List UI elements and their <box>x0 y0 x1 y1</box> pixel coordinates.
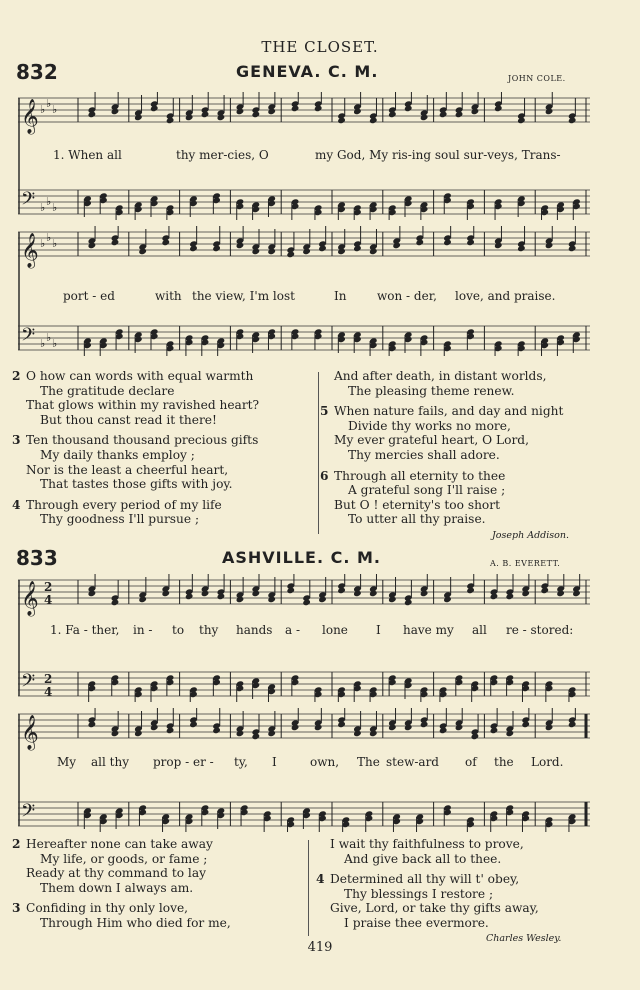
note-head <box>455 111 464 118</box>
lyric-syllable: I <box>272 755 277 769</box>
flat-icon: ♭ <box>46 231 52 244</box>
lyric-syllable: of <box>465 755 477 769</box>
lyric-syllable: re - stored: <box>506 623 574 637</box>
note-head <box>88 111 97 118</box>
note-head <box>353 108 362 115</box>
verse-2: 2 Hereafter none can take away My life, or goods, or fame ; Ready at thy command to lay Them down I always am. <box>12 837 213 895</box>
note-head <box>189 721 198 728</box>
verse-column-left <box>12 369 259 527</box>
treble-clef-icon: 𝄞 <box>21 99 39 134</box>
note-head <box>369 248 378 255</box>
author-attribution: Joseph Addison. <box>492 530 570 541</box>
verse-5: 5 When nature fails, and day and night Divide thy works no more, My ever grateful heart, O Lord, Thy mercies shall adore. <box>320 404 564 462</box>
verse-column-left <box>12 837 231 931</box>
note-head <box>388 111 397 118</box>
composer: A. B. EVERETT. <box>490 559 561 568</box>
note-head <box>353 245 362 252</box>
note-head <box>185 114 194 121</box>
lyric-syllable: The <box>357 755 380 769</box>
note-head <box>337 117 346 124</box>
note-head <box>353 730 362 737</box>
note-head <box>490 593 499 600</box>
note-head <box>161 590 170 597</box>
lyric-syllable: with <box>155 289 182 303</box>
note-head <box>455 724 464 731</box>
lyric-syllable: own, <box>310 755 340 769</box>
note-head <box>568 245 577 252</box>
staff-notation <box>18 708 590 832</box>
lyric-syllable: 1. Fa - ther, <box>50 623 120 637</box>
verse-3-cont: I wait thy faithfulness to prove, And give back all to thee. <box>330 837 524 866</box>
note-head <box>212 245 221 252</box>
verse-column-right <box>316 837 539 931</box>
note-head <box>291 105 300 112</box>
note-head <box>420 114 429 121</box>
lyric-syllable: 1. When all <box>53 148 122 162</box>
time-signature: 2 <box>44 672 53 686</box>
flat-icon: ♭ <box>52 237 58 250</box>
note-head <box>236 596 245 603</box>
note-head <box>420 590 429 597</box>
note-head <box>545 724 554 731</box>
note-head <box>568 117 577 124</box>
note-head <box>415 239 424 246</box>
note-head <box>314 105 323 112</box>
note-head <box>185 593 194 600</box>
flat-icon: ♭ <box>46 195 52 208</box>
note-head <box>369 590 378 597</box>
note-head <box>314 724 323 731</box>
note-head <box>217 593 226 600</box>
note-head <box>494 242 503 249</box>
note-head <box>236 730 245 737</box>
treble-clef-icon: 𝄞 <box>21 233 39 268</box>
flat-icon: ♭ <box>46 331 52 344</box>
note-head <box>166 117 175 124</box>
flat-icon: ♭ <box>52 337 58 350</box>
lyric-syllable: love, and praise. <box>455 289 556 303</box>
lyric-syllable: prop - er - <box>153 755 214 769</box>
note-head <box>337 587 346 594</box>
note-head <box>166 727 175 734</box>
note-head <box>111 730 120 737</box>
note-head <box>494 105 503 112</box>
note-head <box>443 239 452 246</box>
bass-clef-icon: 𝄢 <box>21 671 36 696</box>
note-head <box>212 727 221 734</box>
note-head <box>439 111 448 118</box>
music-system <box>18 574 590 702</box>
note-head <box>134 730 143 737</box>
note-head <box>545 108 554 115</box>
note-head <box>252 111 261 118</box>
verse-4: 4 Determined all thy will t' obey, Thy blessings I restore ; Give, Lord, or take thy gifts away, I praise thee evermore. <box>316 872 539 930</box>
note-head <box>556 590 565 597</box>
note-head <box>443 596 452 603</box>
note-head <box>369 117 378 124</box>
note-head <box>572 590 581 597</box>
note-head <box>252 733 261 740</box>
author-attribution: Charles Wesley. <box>486 933 562 944</box>
note-head <box>236 108 245 115</box>
note-head <box>318 245 327 252</box>
lyric-syllable: I <box>376 623 381 637</box>
note-head <box>138 596 147 603</box>
treble-clef-icon: 𝄞 <box>21 715 39 750</box>
note-head <box>138 248 147 255</box>
note-head <box>490 727 499 734</box>
note-head <box>517 117 526 124</box>
note-head <box>252 248 261 255</box>
note-head <box>189 245 198 252</box>
lyric-syllable: all <box>472 623 487 637</box>
flat-icon: ♭ <box>52 103 58 116</box>
flat-icon: ♭ <box>40 201 46 214</box>
treble-clef-icon: 𝄞 <box>21 581 39 616</box>
note-head <box>267 596 276 603</box>
note-head <box>217 114 226 121</box>
note-head <box>201 590 210 597</box>
lyric-syllable: My <box>57 755 77 769</box>
hymn-number: 832 <box>16 60 58 84</box>
note-head <box>111 599 120 606</box>
flat-icon: ♭ <box>52 201 58 214</box>
lyric-syllable: in - <box>133 623 153 637</box>
composer: JOHN COLE. <box>508 74 566 83</box>
flat-icon: ♭ <box>40 103 46 116</box>
column-divider <box>318 372 319 534</box>
note-head <box>337 248 346 255</box>
note-head <box>506 730 515 737</box>
note-head <box>302 599 311 606</box>
flat-icon: ♭ <box>40 337 46 350</box>
note-head <box>111 108 120 115</box>
note-head <box>521 590 530 597</box>
note-head <box>404 599 413 606</box>
page-number: 419 <box>307 940 333 955</box>
note-head <box>506 593 515 600</box>
bass-clef-icon: 𝄢 <box>21 325 36 350</box>
note-head <box>267 248 276 255</box>
note-head <box>134 114 143 121</box>
note-head <box>517 245 526 252</box>
lyric-syllable: hands <box>236 623 273 637</box>
note-head <box>392 242 401 249</box>
verse-3: 3 Confiding in thy only love, Through Him who died for me, <box>12 901 231 930</box>
lyric-syllable: the <box>494 755 514 769</box>
note-head <box>267 108 276 115</box>
note-head <box>88 242 97 249</box>
lyric-syllable: the view, I'm lost <box>192 289 295 303</box>
note-head <box>252 590 261 597</box>
lyric-syllable: thy <box>199 623 219 637</box>
verse-2: 2 O how can words with equal warmth The gratitude declare That glows within my ravished heart? But thou canst read it there! <box>12 369 260 427</box>
verse-4-cont: And after death, in distant worlds, The pleasing theme renew. <box>334 369 547 398</box>
note-head <box>540 587 549 594</box>
hymn-number: 833 <box>16 546 58 570</box>
note-head <box>267 730 276 737</box>
tune-title: GENEVA. C. M. <box>236 62 379 81</box>
note-head <box>471 733 480 740</box>
note-head <box>286 587 295 594</box>
note-head <box>88 721 97 728</box>
lyric-syllable: all thy <box>91 755 129 769</box>
time-signature: 4 <box>44 593 53 607</box>
note-head <box>111 239 120 246</box>
note-head <box>161 239 170 246</box>
note-head <box>150 724 159 731</box>
note-head <box>404 105 413 112</box>
column-divider <box>308 840 309 936</box>
verse-3: 3 Ten thousand thousand precious gifts My daily thanks employ ; Nor is the least a cheerful heart, That tastes those gifts with joy. <box>12 433 259 492</box>
note-head <box>150 105 159 112</box>
lyric-syllable: have my <box>403 623 454 637</box>
note-head <box>466 239 475 246</box>
bass-clef-icon: 𝄢 <box>21 801 36 826</box>
lyric-syllable: won - der, <box>377 289 437 303</box>
note-head <box>201 111 210 118</box>
lyric-syllable: to <box>172 623 185 637</box>
note-head <box>471 108 480 115</box>
tune-title: ASHVILLE. C. M. <box>222 548 381 567</box>
note-head <box>88 590 97 597</box>
note-head <box>545 242 554 249</box>
note-head <box>353 590 362 597</box>
note-head <box>404 724 413 731</box>
note-head <box>466 587 475 594</box>
lyric-syllable: In <box>334 289 347 303</box>
music-system <box>18 708 590 832</box>
note-head <box>337 721 346 728</box>
note-head <box>318 596 327 603</box>
flat-icon: ♭ <box>46 97 52 110</box>
time-signature: 4 <box>44 685 53 699</box>
lyric-syllable: lone <box>322 623 348 637</box>
lyric-syllable: my God, My ris-ing soul sur-veys, Trans- <box>315 148 561 162</box>
note-head <box>291 724 300 731</box>
note-head <box>388 724 397 731</box>
note-head <box>388 596 397 603</box>
note-head <box>420 721 429 728</box>
lyric-syllable: Lord. <box>531 755 564 769</box>
note-head <box>439 727 448 734</box>
lyric-syllable: thy mer-cies, O <box>176 148 269 162</box>
verse-6: 6 Through all eternity to thee A grateful song I'll raise ; But O ! eternity's too short To utter all thy praise. <box>320 468 506 527</box>
lyric-syllable: a - <box>285 623 301 637</box>
note-head <box>568 721 577 728</box>
time-signature: 2 <box>44 580 53 594</box>
page-header: THE CLOSET. <box>261 38 379 56</box>
flat-icon: ♭ <box>40 237 46 250</box>
note-head <box>286 251 295 258</box>
lyric-syllable: stew-ard <box>386 755 439 769</box>
verse-column-right <box>320 369 563 527</box>
bass-clef-icon: 𝄢 <box>21 189 36 214</box>
lyric-syllable: port - ed <box>63 289 115 303</box>
lyric-syllable: ty, <box>234 755 248 769</box>
note-head <box>369 730 378 737</box>
verse-4: 4 Through every period of my life Thy goodness I'll pursue ; <box>12 497 222 527</box>
note-head <box>236 242 245 249</box>
note-head <box>521 721 530 728</box>
note-head <box>302 248 311 255</box>
staff-notation <box>18 574 590 702</box>
